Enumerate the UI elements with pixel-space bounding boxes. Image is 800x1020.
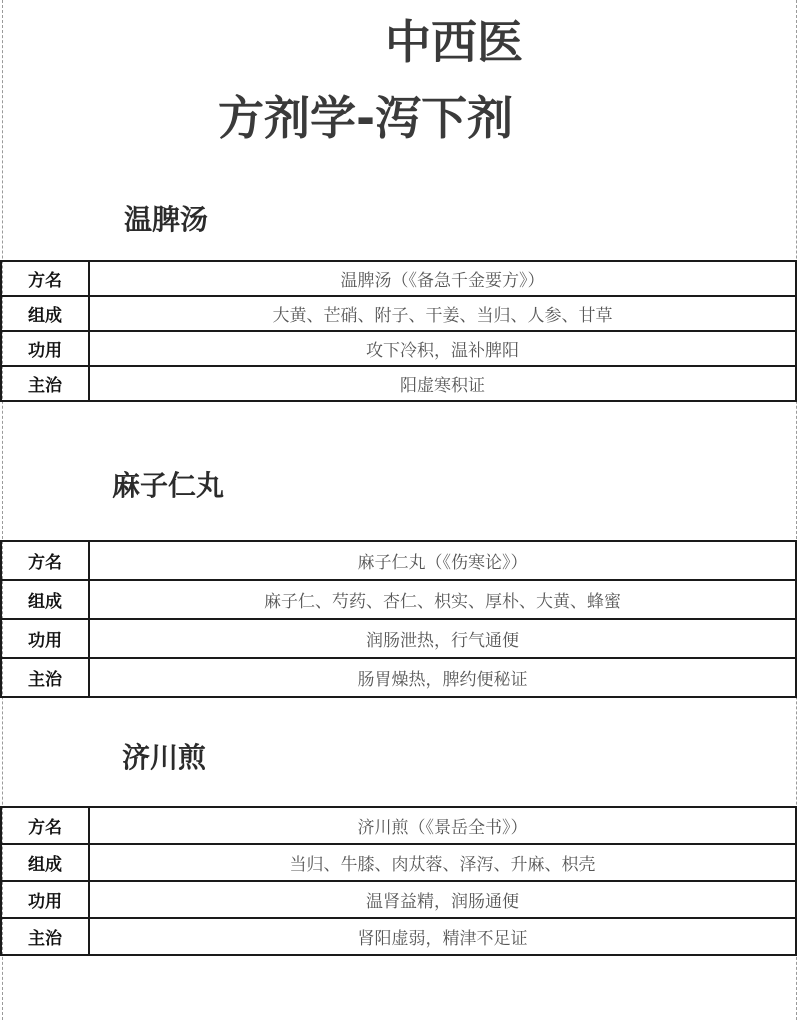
row-value: 温肾益精，润肠通便 — [89, 881, 796, 918]
row-label: 方名 — [1, 541, 89, 580]
row-label: 方名 — [1, 807, 89, 844]
row-label: 功用 — [1, 881, 89, 918]
row-label: 组成 — [1, 580, 89, 619]
table-row — [1, 881, 796, 918]
table-row — [1, 918, 796, 955]
row-label: 主治 — [1, 918, 89, 955]
row-label: 主治 — [1, 658, 89, 697]
row-value: 麻子仁丸（《伤寒论》） — [89, 541, 796, 580]
section-heading-jichuan: 济川煎 — [122, 741, 207, 774]
row-value: 温脾汤（《备急千金要方》） — [89, 261, 796, 296]
section-heading-maziren: 麻子仁丸 — [112, 469, 225, 502]
row-value: 当归、牛膝、肉苁蓉、泽泻、升麻、枳壳 — [89, 844, 796, 881]
row-value: 润肠泄热，行气通便 — [89, 619, 796, 658]
table-row — [1, 580, 796, 619]
row-value: 大黄、芒硝、附子、干姜、当归、人参、甘草 — [89, 296, 796, 331]
row-value: 肾阳虚弱，精津不足证 — [89, 918, 796, 955]
table-row — [1, 331, 796, 366]
table-row — [1, 541, 796, 580]
table-row — [1, 261, 796, 296]
table-row — [1, 619, 796, 658]
row-value: 肠胃燥热，脾约便秘证 — [89, 658, 796, 697]
section-heading-wenpi: 温脾汤 — [124, 203, 209, 236]
row-label: 功用 — [1, 331, 89, 366]
row-label: 方名 — [1, 261, 89, 296]
table-row — [1, 366, 796, 401]
table-row — [1, 658, 796, 697]
formula-table-maziren — [0, 540, 797, 698]
row-value: 麻子仁、芍药、杏仁、枳实、厚朴、大黄、蜂蜜 — [89, 580, 796, 619]
table-row — [1, 844, 796, 881]
formula-table-jichuan — [0, 806, 797, 956]
page-subtitle: 方剂学-泻下剂 — [218, 91, 514, 145]
row-label: 组成 — [1, 296, 89, 331]
row-label: 功用 — [1, 619, 89, 658]
row-value: 攻下冷积，温补脾阳 — [89, 331, 796, 366]
row-label: 组成 — [1, 844, 89, 881]
row-value: 阳虚寒积证 — [89, 366, 796, 401]
table-row — [1, 296, 796, 331]
table-row — [1, 807, 796, 844]
page-title: 中西医 — [385, 15, 523, 69]
row-label: 主治 — [1, 366, 89, 401]
row-value: 济川煎（《景岳全书》） — [89, 807, 796, 844]
formula-table-wenpi — [0, 260, 797, 402]
